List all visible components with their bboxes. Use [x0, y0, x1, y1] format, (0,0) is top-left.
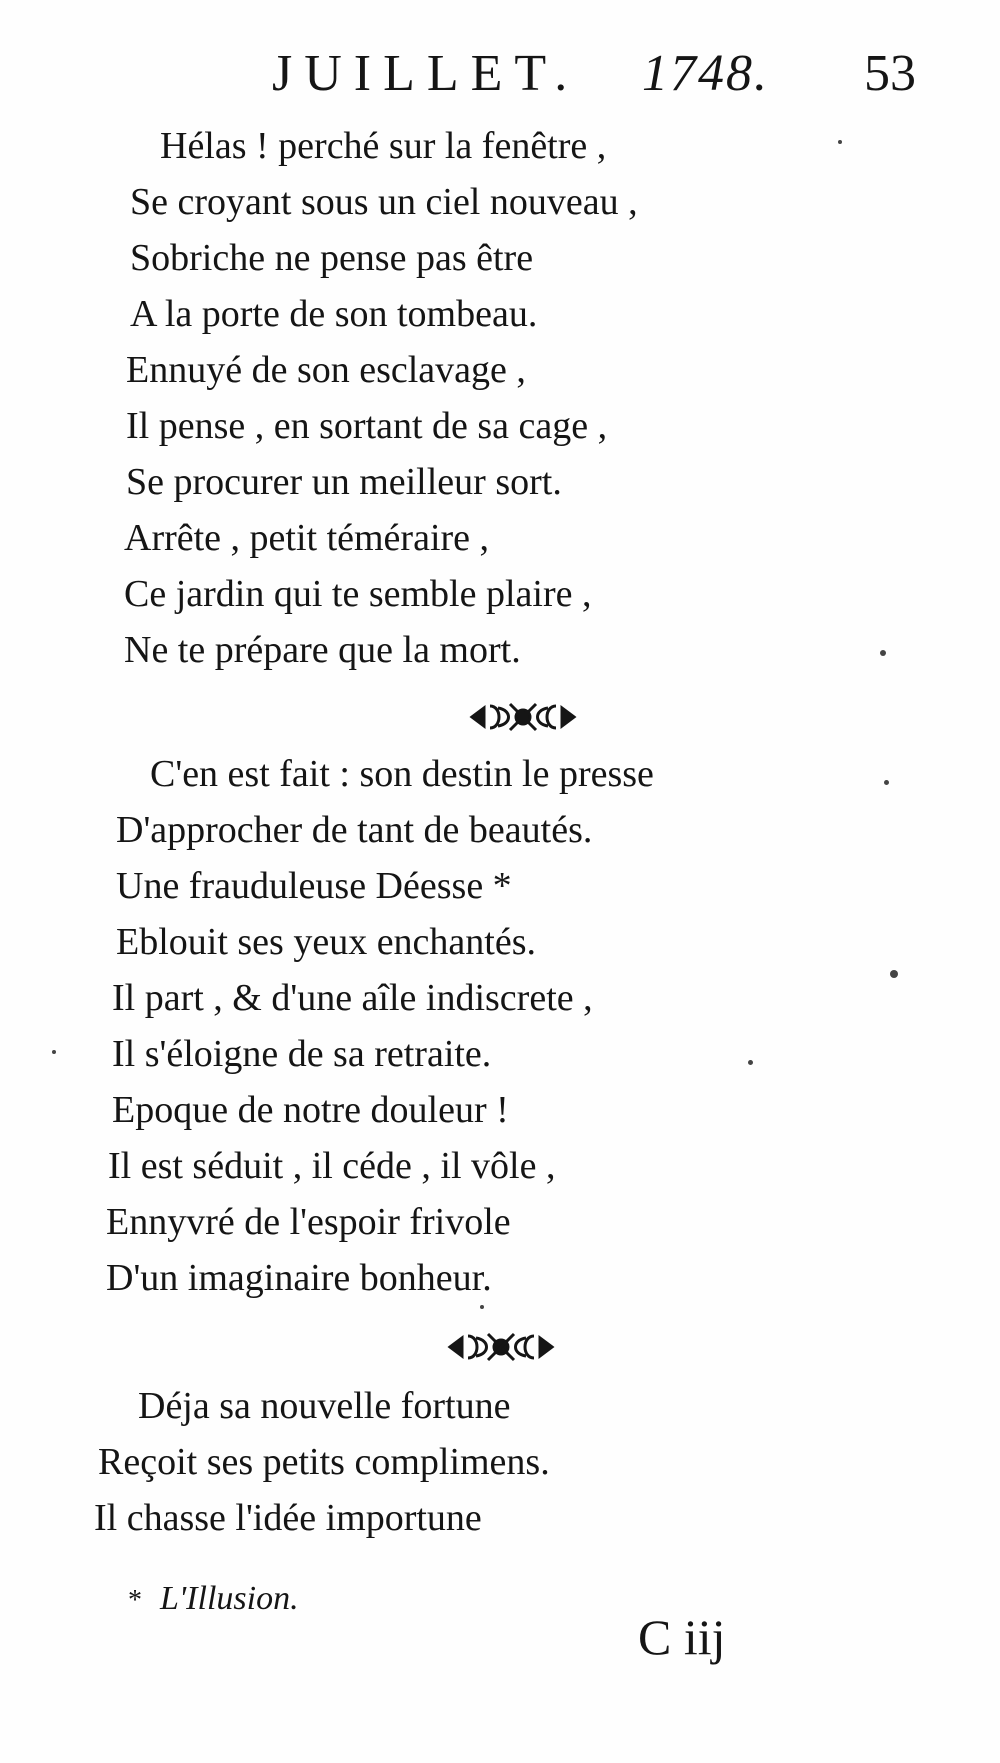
verse-line: D'un imaginaire bonheur. — [106, 1257, 492, 1299]
verse-line: Il s'éloigne de sa retraite. — [112, 1033, 492, 1075]
running-header — [0, 44, 1000, 114]
verse-line: Sobriche ne pense pas être — [130, 237, 534, 279]
verse-line: Ne te prépare que la mort. — [124, 629, 521, 671]
verse-line: A la porte de son tombeau. — [130, 293, 538, 335]
verse-line: Reçoit ses petits complimens. — [98, 1441, 550, 1483]
verse-line: Déja sa nouvelle fortune — [138, 1385, 511, 1427]
verse-line: Eblouit ses yeux enchantés. — [116, 921, 537, 963]
verse-line: Il chasse l'idée importune — [94, 1497, 482, 1539]
footnote-marker: * — [128, 1585, 142, 1616]
footnote — [128, 1580, 299, 1618]
verse-line: Il pense , en sortant de sa cage , — [126, 405, 608, 447]
print-speck — [880, 650, 886, 656]
header-year: 1748. — [642, 45, 769, 102]
print-speck — [52, 1050, 56, 1054]
print-speck — [748, 1060, 753, 1065]
header-month: JUILLET. — [272, 45, 580, 102]
fleuron-ornament — [468, 700, 578, 734]
verse-line: Ennuyé de son esclavage , — [126, 349, 526, 391]
verse-line: Ce jardin qui te semble plaire , — [124, 573, 592, 615]
signature-mark: C iij — [638, 1609, 726, 1665]
verse-line: Arrête , petit téméraire , — [124, 517, 490, 559]
verse-line: C'en est fait : son destin le presse — [150, 753, 654, 795]
print-speck — [480, 1305, 484, 1309]
print-speck — [890, 970, 898, 978]
verse-line: Ennyvré de l'espoir frivole — [106, 1201, 511, 1243]
verse-line: D'approcher de tant de beautés. — [116, 809, 593, 851]
verse-line: Epoque de notre douleur ! — [112, 1089, 509, 1131]
print-speck — [838, 140, 842, 144]
fleuron-ornament — [446, 1330, 556, 1364]
verse-line: Hélas ! perché sur la fenêtre , — [160, 125, 607, 167]
verse-line: Il part , & d'une aîle indiscrete , — [112, 977, 593, 1019]
verse-line: Se procurer un meilleur sort. — [126, 461, 562, 503]
footnote-text: L'Illusion. — [160, 1580, 299, 1617]
verse-line: Il est séduit , il céde , il vôle , — [108, 1145, 556, 1187]
page-number: 53 — [864, 45, 916, 102]
verse-line: Une frauduleuse Déesse * — [116, 865, 512, 907]
print-speck — [884, 780, 889, 785]
verse-line: Se croyant sous un ciel nouveau , — [130, 181, 638, 223]
